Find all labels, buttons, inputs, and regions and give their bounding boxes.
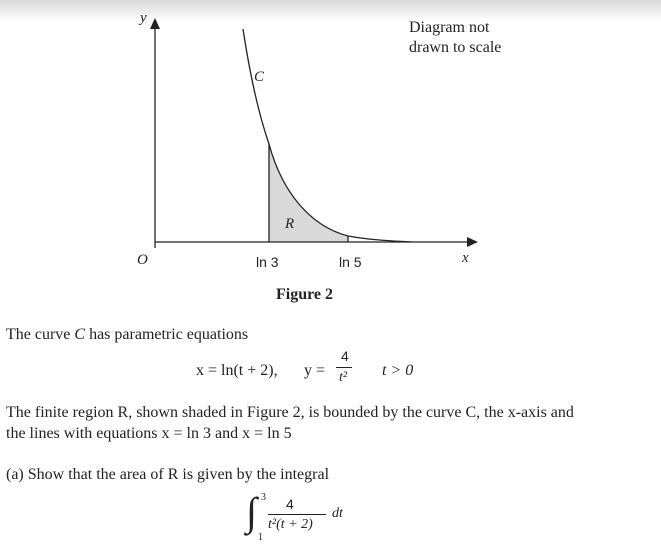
- diagram-note: [409, 18, 501, 58]
- region-r-label: R: [285, 216, 295, 232]
- integral-upper-limit: 3: [261, 492, 266, 503]
- integrand-fraction-bar: [268, 514, 326, 515]
- origin-label: O: [137, 252, 148, 268]
- equation-condition: t > 0: [382, 362, 414, 379]
- tick-ln5-label: ln 5: [339, 254, 362, 270]
- region-r-shading: [269, 144, 348, 242]
- intro-post: has parametric equations: [85, 326, 249, 343]
- y-axis-arrow: [150, 18, 160, 29]
- curve-c-label: C: [254, 69, 265, 85]
- x-axis-label: x: [462, 250, 469, 266]
- equation-y-denominator: t²: [339, 370, 348, 385]
- equation-x: x = ln(t + 2),: [196, 362, 278, 379]
- integrand-numerator: 4: [286, 496, 294, 512]
- integral-differential: dt: [332, 506, 343, 521]
- equation-y-lhs: y =: [304, 362, 326, 379]
- region-sentence-line-2: the lines with equations x = ln 3 and x = ln 5: [6, 425, 292, 442]
- integral-lower-limit: 1: [258, 532, 263, 543]
- area-integral: [246, 489, 386, 548]
- intro-var: C: [74, 326, 86, 343]
- intro-pre: The curve: [6, 326, 75, 343]
- integral-sign: ∫: [246, 489, 257, 534]
- figure-caption: Figure 2: [276, 286, 334, 303]
- x-axis-arrow: [467, 237, 478, 247]
- intro-sentence: [6, 324, 248, 345]
- region-sentence-line-1: The finite region R, shown shaded in Figure 2, is bounded by the curve C, the x-axis and: [6, 404, 574, 421]
- tick-ln3-label: ln 3: [256, 254, 279, 270]
- part-a-question: (a) Show that the area of R is given by the integral: [6, 466, 330, 483]
- y-axis-label: y: [140, 10, 147, 26]
- integrand-denominator: t²(t + 2): [268, 517, 313, 532]
- note-line-2: drawn to scale: [409, 39, 502, 56]
- note-line-1: Diagram not: [409, 19, 490, 36]
- equation-y-fraction-bar: [336, 367, 352, 368]
- equation-y-numerator: 4: [341, 348, 349, 364]
